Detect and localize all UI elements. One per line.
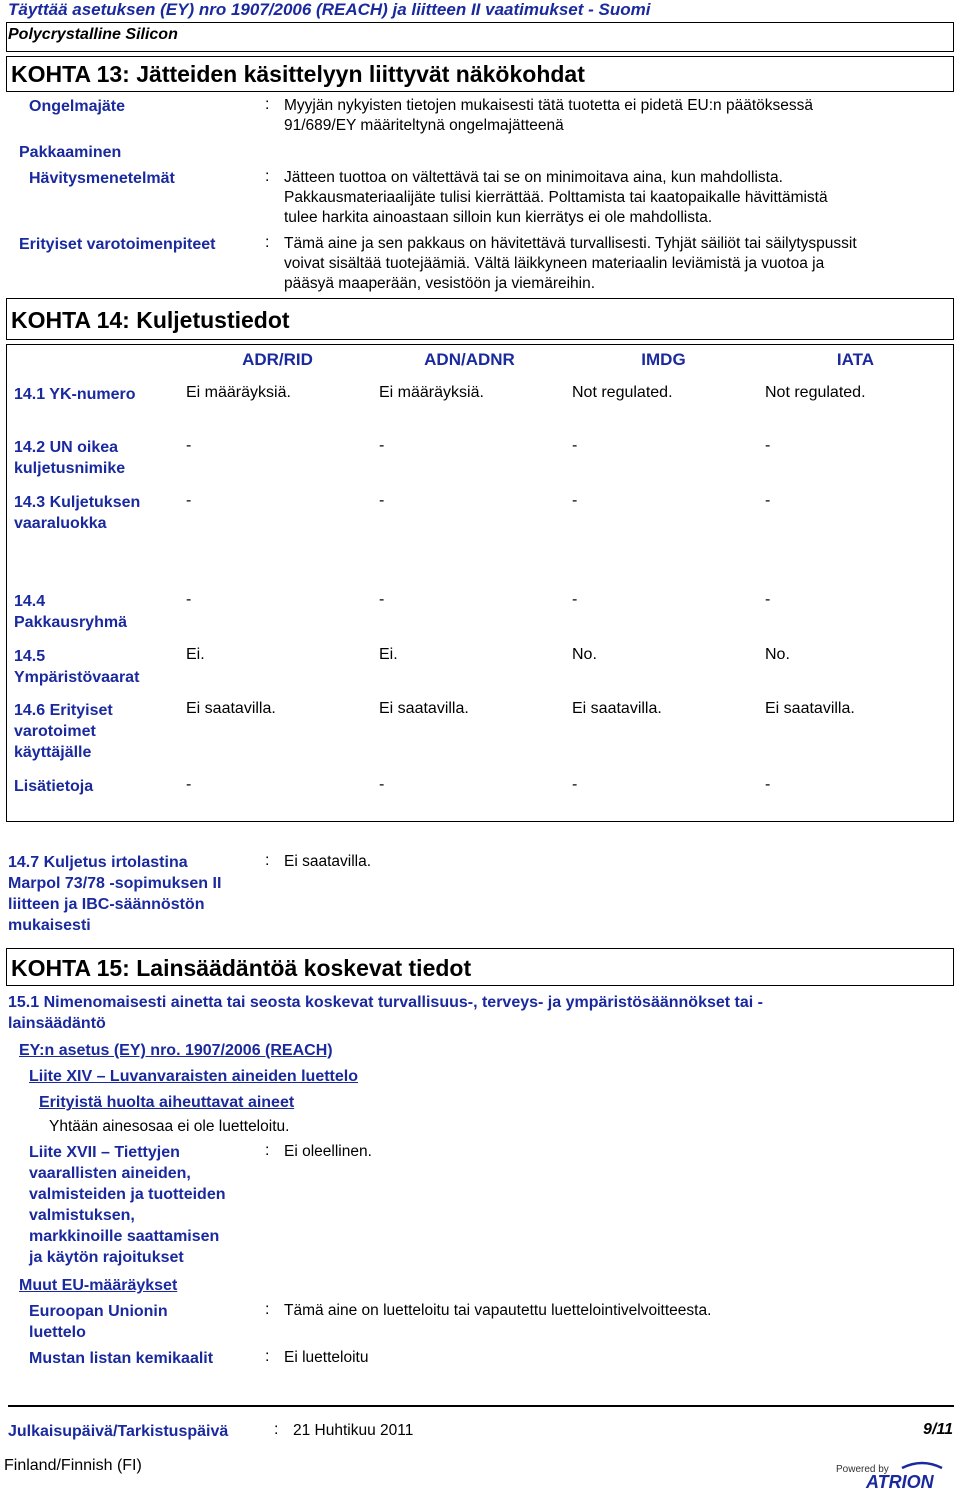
section-13-title: KOHTA 13: Jätteiden käsittelyyn liittyvät näkökohdat [11,61,585,87]
section-15-title-box [6,948,954,986]
transport-table [6,344,954,822]
section-14-title-box [6,298,954,340]
table-cell: - [186,437,192,454]
atrion-logo [862,1460,958,1492]
footer-language: Finland/Finnish (FI) [4,1457,142,1474]
table-cell: - [186,492,192,509]
colon: : [265,1142,270,1159]
column-header: IATA [836,350,875,369]
footer-date-value: 21 Huhtikuu 2011 [293,1422,414,1439]
row-label-14-3: 14.3 Kuljetuksen vaaraluokka [14,494,141,532]
table-cell: Ei. [379,646,398,663]
table-cell: No. [765,646,790,663]
table-cell: - [379,776,385,793]
table-cell: Ei. [186,646,205,663]
precautions-label: Erityiset varotoimenpiteet [19,236,216,253]
page-number: 9/11 [923,1421,953,1438]
document-header-title: Täyttää asetuksen (EY) nro 1907/2006 (REACH) ja liitteen II vaatimukset - Suomi [8,0,651,19]
table-cell: - [765,591,771,608]
product-name: Polycrystalline Silicon [8,26,178,43]
section-15-1-heading: 15.1 Nimenomaisesti ainetta tai seosta koskevat turvallisuus-, terveys- ja ympäristösäännökset tai - lainsäädäntö [8,994,763,1032]
bulk-transport-value: Ei saatavilla. [284,853,372,870]
table-cell: - [379,437,385,454]
atrion-logo-graphic [862,1460,958,1492]
annex-xvii-value: Ei oleellinen. [284,1143,372,1160]
table-cell: Not regulated. [765,384,866,401]
footer-divider [8,1405,954,1407]
table-cell: Not regulated. [572,384,673,401]
colon: : [265,1348,270,1365]
section-14-title: KOHTA 14: Kuljetustiedot [11,307,290,333]
packaging-label: Pakkaaminen [19,144,122,161]
row-label-14-1: 14.1 YK-numero [14,386,136,403]
table-cell: - [379,492,385,509]
column-header: IMDG [641,350,686,369]
annex-xvii-label: Liite XVII – Tiettyjen vaarallisten aineiden, valmisteiden ja tuotteiden valmistuksen, markkinoille saattamisen ja käytön rajoitukset [29,1144,226,1266]
table-cell: No. [572,646,597,663]
section-13-title-box [6,56,954,92]
column-header: ADR/RID [242,350,313,369]
table-cell: - [572,591,578,608]
table-cell: Ei määräyksiä. [186,384,291,401]
row-label-14-2: 14.2 UN oikea kuljetusnimike [14,439,126,477]
colon: : [265,234,270,251]
hazardous-waste-label: Ongelmajäte [29,98,126,115]
table-cell: - [379,591,385,608]
section-15-title: KOHTA 15: Lainsäädäntöä koskevat tiedot [11,955,472,981]
bulk-transport-label: 14.7 Kuljetus irtolastina Marpol 73/78 -sopimuksen II liitteen ja IBC-säännöstön mukaisesti [8,854,222,934]
colon: : [265,168,270,185]
colon: : [265,96,270,113]
eu-list-label: Euroopan Unionin luettelo [29,1303,168,1341]
table-cell: Ei saatavilla. [186,700,276,717]
blacklist-label: Mustan listan kemikaalit [29,1350,214,1367]
table-cell: - [572,492,578,509]
powered-by-text: Powered by [836,1464,889,1475]
reach-heading: EY:n asetus (EY) nro. 1907/2006 (REACH) [19,1042,333,1059]
disposal-text: Jätteen tuottoa on vältettävä tai se on minimoitava aina, kun mahdollista. Pakkausmateriaalijäte tulisi kierrättää. Polttamista tai kaatopaikalle hävittämistä tulee harkita ainoastaan silloin kun kierrätys ei ole mahdollista. [284,169,828,226]
row-label-14-5: 14.5 Ympäristövaarat [14,648,140,686]
eu-list-value: Tämä aine on luetteloitu tai vapautettu luettelointivelvoitteesta. [284,1302,712,1319]
atrion-logo-text: ATRION [866,1472,934,1492]
colon: : [265,1301,270,1318]
svhc-text: Yhtään ainesosaa ei ole luetteloitu. [49,1118,290,1135]
hazardous-waste-text: Myyjän nykyisten tietojen mukaisesti tätä tuotetta ei pidetä EU:n päätöksessä 91/689/EY määriteltynä ongelmajätteenä [284,97,814,134]
disposal-label: Hävitysmenetelmät [29,170,175,187]
row-label-additional-info: Lisätietoja [14,778,94,795]
table-cell: Ei määräyksiä. [379,384,484,401]
table-cell: Ei saatavilla. [379,700,469,717]
other-eu-heading: Muut EU-määräykset [19,1277,178,1294]
precautions-text: Tämä aine ja sen pakkaus on hävitettävä turvallisesti. Tyhjät säiliöt tai säilytyspussit voivat sisältää tuotejäämiä. Vältä läikkyneen materiaalin leviämistä ja vuotoa ja pääsyä maaperään, vesistöön ja viemäreihin. [284,235,857,292]
colon: : [274,1421,279,1438]
row-label-14-4: 14.4 Pakkausryhmä [14,593,127,631]
table-cell: Ei saatavilla. [572,700,662,717]
annex-xiv-heading: Liite XIV – Luvanvaraisten aineiden luettelo [29,1068,358,1085]
table-cell: - [186,776,192,793]
footer-date-label: Julkaisupäivä/Tarkistuspäivä [8,1423,229,1440]
table-cell: - [186,591,192,608]
column-header: ADN/ADNR [424,350,515,369]
table-cell: - [572,437,578,454]
table-cell: - [765,776,771,793]
colon: : [265,852,270,869]
blacklist-value: Ei luetteloitu [284,1349,369,1366]
svhc-heading: Erityistä huolta aiheuttavat aineet [39,1094,295,1111]
table-cell: - [572,776,578,793]
table-cell: Ei saatavilla. [765,700,855,717]
table-cell: - [765,492,771,509]
table-cell: - [765,437,771,454]
row-label-14-6: 14.6 Erityiset varotoimet käyttäjälle [14,702,113,761]
